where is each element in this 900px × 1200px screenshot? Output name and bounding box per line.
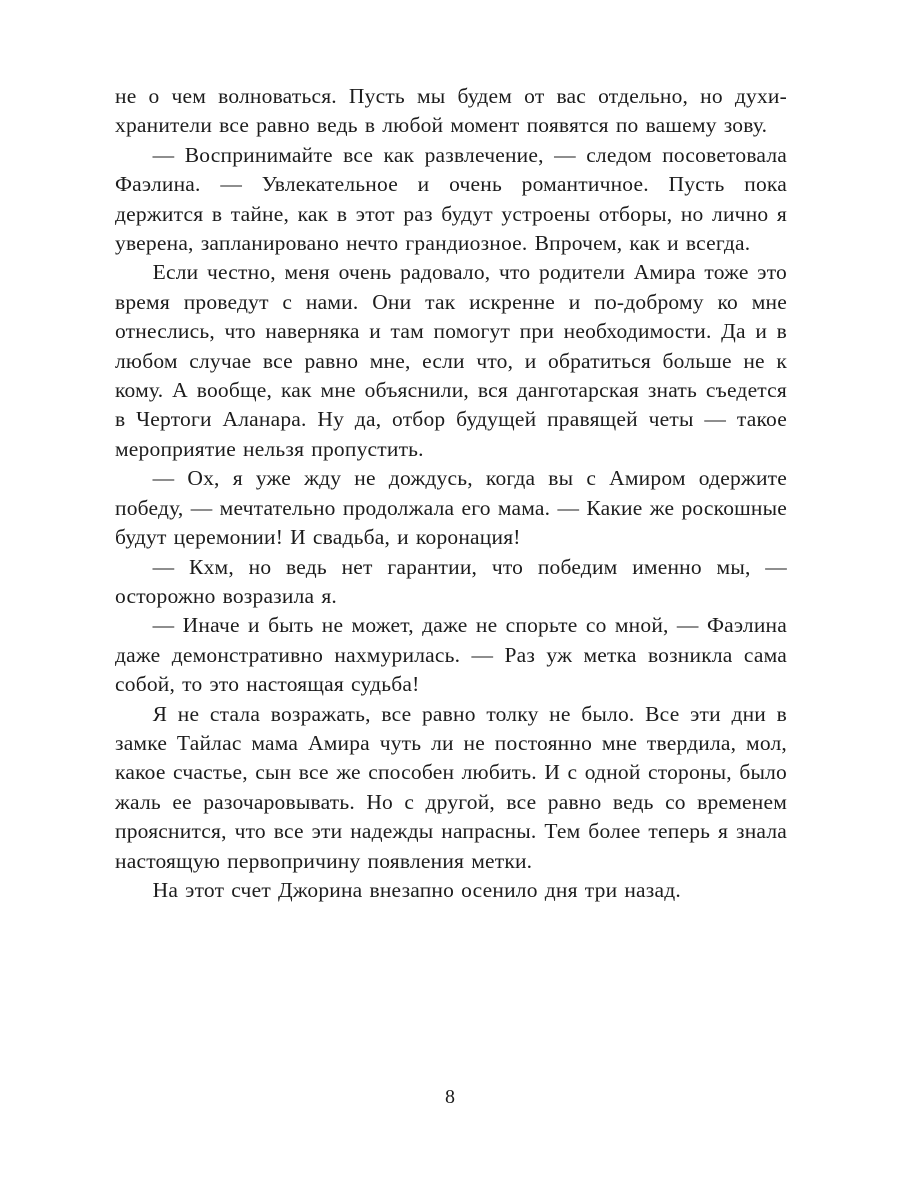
paragraph: На этот счет Джорина внезапно осенило дня три назад.: [152, 877, 681, 902]
paragraph: Я не стала возражать, все равно толку не было. Все эти дни в замке Тайлас мама Амира чуть ли не постоянно мне твердила, мол, какое счастье, сын все же способен любить. И с одной стороны, было жаль ее разочаровывать. Но с другой, все равно ведь со временем прояснится, что все эти надежды напрасны. Тем более теперь я знала настоящую первопричину появления метки.: [115, 701, 787, 873]
paragraph: — Иначе и быть не может, даже не спорьте со мной, — Фаэлина даже демонстративно нахмурилась. — Раз уж метка возникла сама собой, то это настоящая судьба!: [115, 613, 787, 697]
paragraph: — Воспринимайте все как развлечение, — следом посоветовала Фаэлина. — Увлекательное и очень романтичное. Пусть пока держится в тайне, как в этот раз будут устроены отборы, но лично я уверена, запланировано нечто грандиозное. Впрочем, как и всегда.: [115, 142, 787, 256]
paragraph: Если честно, меня очень радовало, что родители Амира тоже это время проведут с нами. Они так искренне и по-доброму ко мне отнеслись, что наверняка и там помогут при необходимости. Да и в любом случае все равно мне, если что, и обратиться больше не к кому. А вообще, как мне объяснили, вся данготарская знать съедется в Чертоги Аланара. Ну да, отбор будущей правящей четы — такое мероприятие нельзя пропустить.: [115, 260, 787, 461]
paragraph: не о чем волноваться. Пусть мы будем от вас отдельно, но духи-хранители все равно ведь в любой момент появятся по вашему зову.: [115, 84, 787, 138]
paragraph: — Кхм, но ведь нет гарантии, что победим именно мы, — осторожно возразила я.: [115, 554, 787, 608]
page-number: 8: [445, 1086, 455, 1108]
paragraph: — Ох, я уже жду не дождусь, когда вы с Амиром одержите победу, — мечтательно продолжала его мама. — Какие же роскошные будут церемонии! И свадьба, и коронация!: [115, 466, 787, 550]
text-block: [115, 82, 787, 905]
